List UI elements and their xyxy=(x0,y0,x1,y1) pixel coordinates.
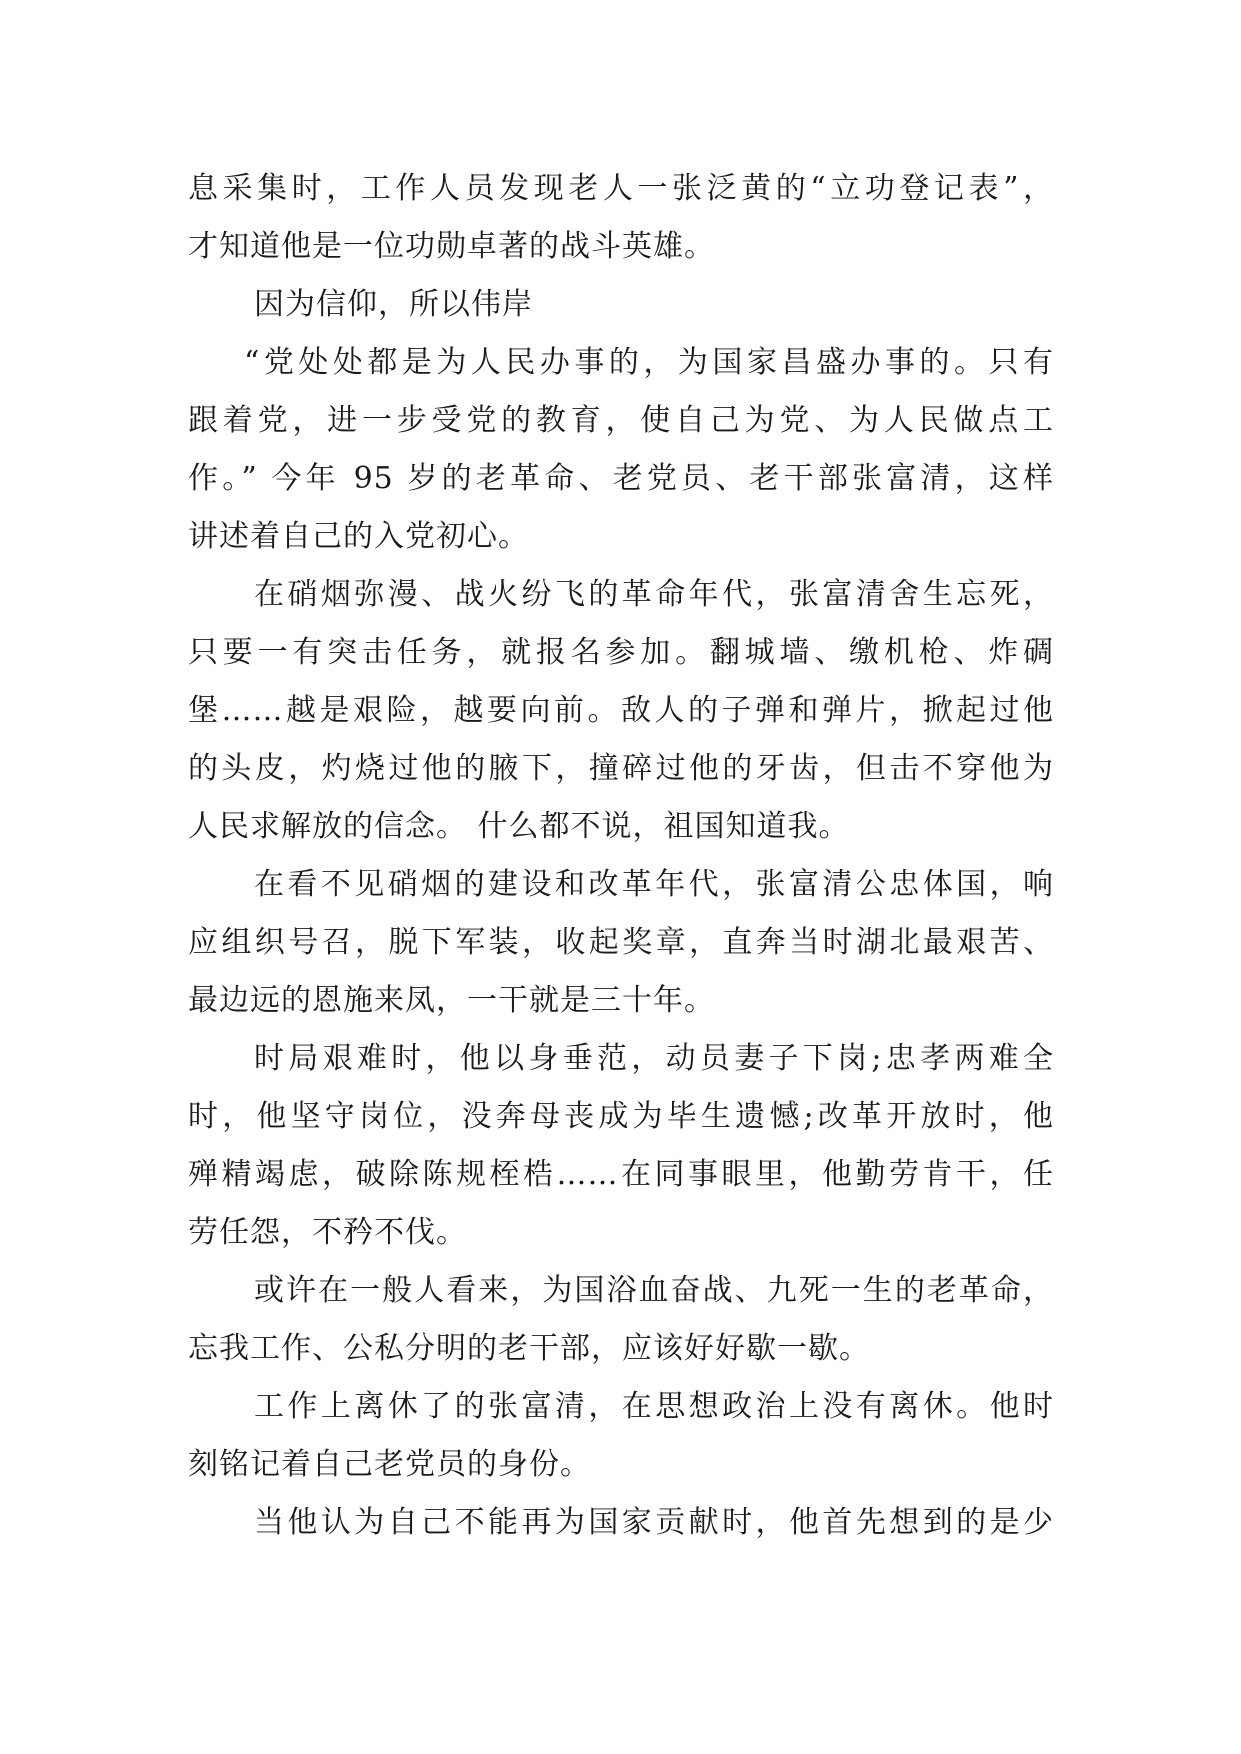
text-line: 当他认为自己不能再为国家贡献时，他首先想到的是少 xyxy=(254,1505,1054,1540)
text-line: 堡……越是艰险，越要向前。敌人的子弹和弹片，掀起过他 xyxy=(188,693,1054,728)
text-line: 作。” 今年 95 岁的老革命、老党员、老干部张富清，这样 xyxy=(188,461,1054,496)
document-page xyxy=(188,160,1054,1552)
text-line: 讲述着自己的入党初心。 xyxy=(188,519,529,554)
text-line: 时，他坚守岗位，没奔母丧成为毕生遗憾;改革开放时，他 xyxy=(188,1099,1054,1134)
paragraph xyxy=(188,1030,1054,1262)
text-line: 在硝烟弥漫、战火纷飞的革命年代，张富清舍生忘死， xyxy=(254,577,1054,612)
text-line: 跟着党，进一步受党的教育，使自己为党、为人民做点工 xyxy=(188,403,1054,438)
text-line: 在看不见硝烟的建设和改革年代，张富清公忠体国，响 xyxy=(254,867,1054,902)
text-line: 才知道他是一位功勋卓著的战斗英雄。 xyxy=(188,229,715,264)
text-line: 应组织号召，脱下军装，收起奖章，直奔当时湖北最艰苦、 xyxy=(188,925,1054,960)
text-line: 息采集时，工作人员发现老人一张泛黄的“立功登记表”， xyxy=(188,171,1054,206)
paragraph xyxy=(188,566,1054,856)
text-line: 或许在一般人看来，为国浴血奋战、九死一生的老革命， xyxy=(254,1273,1054,1308)
text-line: 的头皮，灼烧过他的腋下，撞碎过他的牙齿，但击不穿他为 xyxy=(188,751,1054,786)
paragraph xyxy=(188,1262,1054,1378)
paragraph xyxy=(188,334,1054,566)
text-line: 时局艰难时，他以身垂范，动员妻子下岗;忠孝两难全 xyxy=(254,1041,1054,1076)
paragraph xyxy=(188,1378,1054,1494)
text-line: 最边远的恩施来凤，一干就是三十年。 xyxy=(188,983,715,1018)
text-line: 刻铭记着自己老党员的身份。 xyxy=(188,1447,591,1482)
text-line: 劳任怨，不矜不伐。 xyxy=(188,1215,467,1250)
section-heading xyxy=(188,276,1054,334)
text-line: 工作上离休了的张富清，在思想政治上没有离休。他时 xyxy=(254,1389,1054,1424)
text-line: 殚精竭虑，破除陈规桎梏……在同事眼里，他勤劳肯干，任 xyxy=(188,1157,1054,1192)
text-line: 只要一有突击任务，就报名参加。翻城墙、缴机枪、炸碉 xyxy=(188,635,1054,670)
paragraph xyxy=(188,856,1054,1030)
paragraph xyxy=(188,1494,1054,1552)
heading-line: 因为信仰，所以伟岸 xyxy=(254,287,533,322)
text-line: “党处处都是为人民办事的，为国家昌盛办事的。只有 xyxy=(244,345,1054,380)
paragraph xyxy=(188,160,1054,276)
text-line: 忘我工作、公私分明的老干部，应该好好歇一歇。 xyxy=(188,1331,870,1366)
text-line: 人民求解放的信念。 什么都不说，祖国知道我。 xyxy=(188,809,850,844)
